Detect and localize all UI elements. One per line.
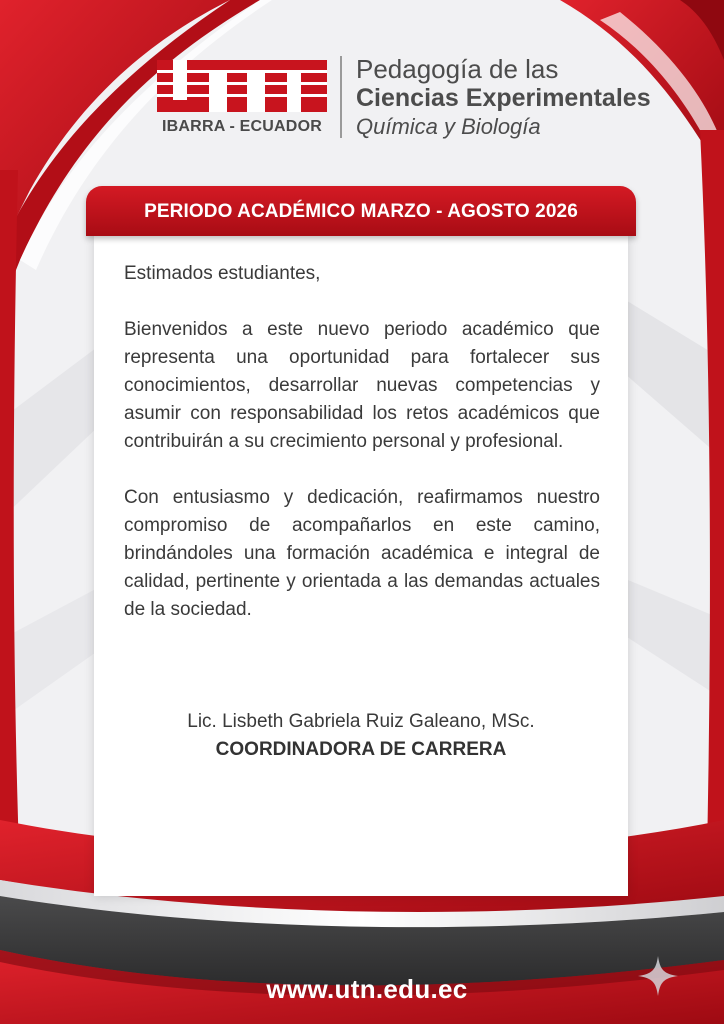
signature <box>86 708 636 764</box>
sparkle-icon <box>636 954 680 998</box>
utn-logo <box>157 60 327 140</box>
program-line-1: Pedagogía de las <box>356 54 559 84</box>
signer-role: COORDINADORA DE CARRERA <box>215 739 507 760</box>
signer-name: Lic. Lisbeth Gabriela Ruiz Galeano, MSc. <box>187 711 535 732</box>
program-line-3: Química y Biología <box>356 114 541 139</box>
program-line-2: Ciencias Experimentales <box>356 84 651 112</box>
paragraph-2: Con entusiasmo y dedicación, reafirmamos nuestro compromiso de acompañarlos en este camino, brindándoles una formación académica e integral de calidad, pertinente y orientada a las demandas actuales de la sociedad. <box>124 487 600 620</box>
program-name <box>356 54 651 142</box>
utn-logo-mark <box>157 60 327 112</box>
header-divider <box>340 56 342 138</box>
paragraph-1: Bienvenidos a este nuevo periodo académico que representa una oportunidad para fortalecer sus conocimientos, desarrollar nuevas competencias y asumir con responsabilidad los retos académicos que contribuirán a su crecimiento personal y profesional. <box>124 319 600 452</box>
card-text <box>124 260 600 624</box>
website-link[interactable]: www.utn.edu.ec <box>266 974 468 1004</box>
greeting: Estimados estudiantes, <box>124 263 321 284</box>
message-card <box>86 186 636 906</box>
banner-title: PERIODO ACADÉMICO MARZO - AGOSTO 2026 <box>144 201 578 222</box>
logo-subtitle: IBARRA - ECUADOR <box>162 118 322 135</box>
